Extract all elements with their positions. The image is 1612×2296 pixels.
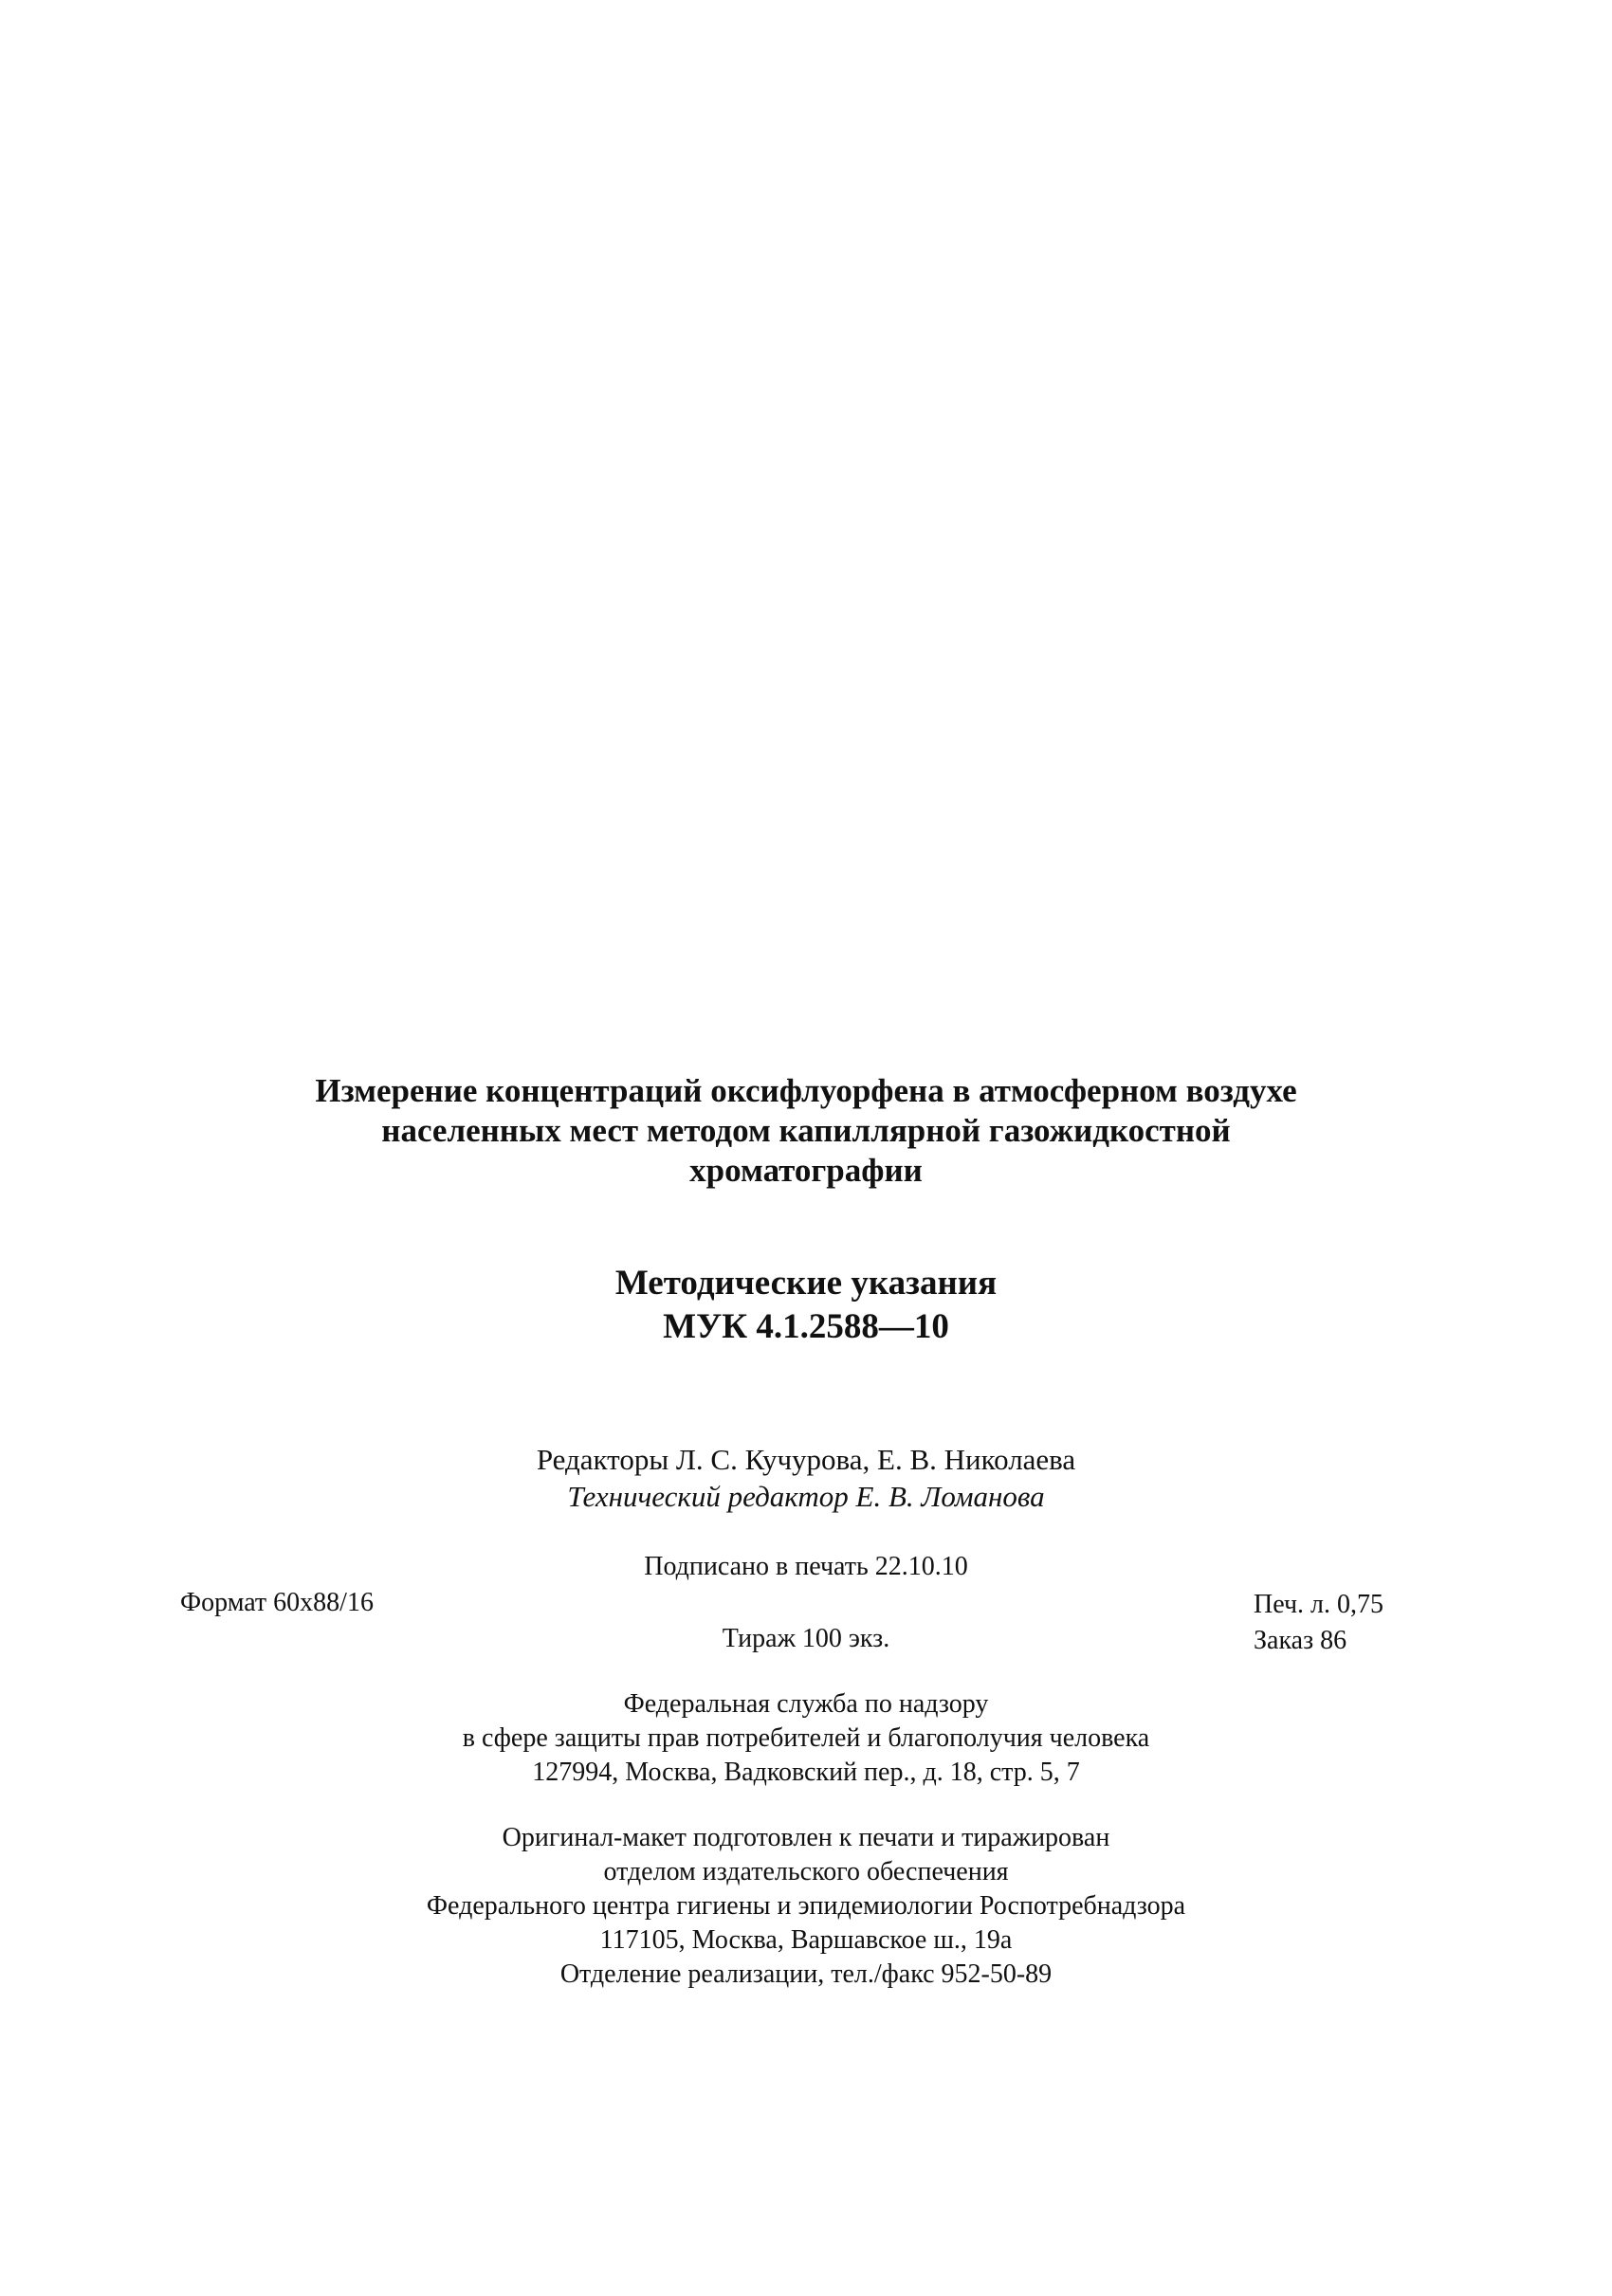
circulation-info: Тираж 100 экз. (722, 1624, 890, 1653)
printer-line-5: Отделение реализации, тел./факс 952-50-89 (559, 1959, 1053, 1989)
document-title (0, 1071, 1612, 1191)
publisher-line-1: Федеральная служба по надзору (623, 1689, 989, 1719)
publisher-line-2: в сфере защиты прав потребителей и благополучия человека (462, 1723, 1150, 1753)
format-info: Формат 60x88/16 (180, 1588, 374, 1617)
editors-line: Редакторы Л. С. Кучурова, Е. В. Николаева (536, 1443, 1076, 1476)
title-line-3: хроматографии (689, 1152, 923, 1189)
publisher-line-3: 127994, Москва, Вадковский пер., д. 18, стр. 5, 7 (532, 1758, 1080, 1787)
printer-line-4: 117105, Москва, Варшавское ш., 19а (599, 1925, 1013, 1955)
printer-line-2: отделом издательского обеспечения (603, 1857, 1009, 1886)
title-line-1: Измерение концентраций оксифлуорфена в атмосферном воздухе (315, 1072, 1297, 1109)
printer-line-3: Федерального центра гигиены и эпидемиологии Роспотребнадзора (426, 1891, 1186, 1921)
publisher-block (0, 1687, 1612, 1790)
signed-date: Подписано в печать 22.10.10 (644, 1552, 968, 1581)
document-code: МУК 4.1.2588—10 (663, 1307, 949, 1346)
tech-editor-line: Технический редактор Е. В. Ломанова (567, 1480, 1045, 1513)
printer-block (0, 1821, 1612, 1992)
document-subtitle: Методические указания (614, 1264, 998, 1303)
title-line-2: населенных мест методом капиллярной газожидкостной (381, 1112, 1231, 1149)
print-details (1254, 1587, 1383, 1659)
document-subtitle-block (0, 1262, 1612, 1349)
printer-line-1: Оригинал-макет подготовлен к печати и тиражирован (502, 1823, 1110, 1852)
editors-block (0, 1441, 1612, 1515)
order-number: Заказ 86 (1254, 1626, 1347, 1655)
print-sheets: Печ. л. 0,75 (1254, 1590, 1384, 1619)
